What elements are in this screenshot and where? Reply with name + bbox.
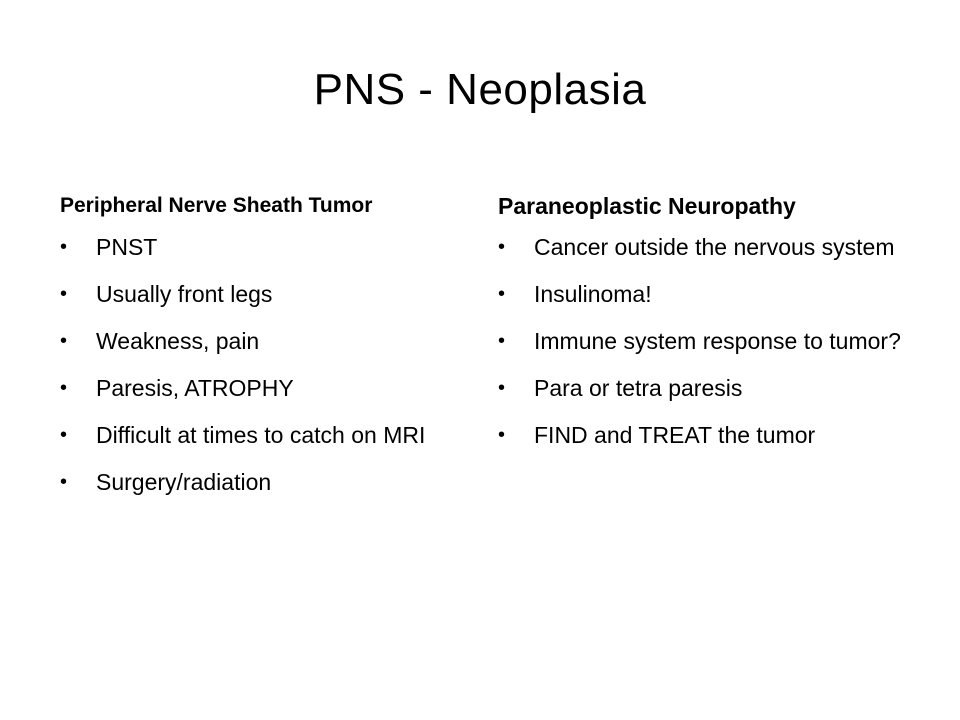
list-item-text: Para or tetra paresis <box>534 375 743 401</box>
list-item-text: Insulinoma! <box>534 281 652 307</box>
list-item-text: Weakness, pain <box>96 328 260 354</box>
list-item <box>498 420 918 450</box>
bullet-icon: • <box>498 283 506 305</box>
list-item-text: Immune system response to tumor? <box>534 328 901 354</box>
bullet-icon: • <box>60 283 68 305</box>
list-item <box>60 467 470 497</box>
list-item <box>498 373 918 403</box>
list-item <box>60 420 470 450</box>
bullet-icon: • <box>60 330 68 352</box>
left-column <box>60 188 470 514</box>
list-item-text: Surgery/radiation <box>96 469 272 495</box>
list-item <box>60 279 470 309</box>
list-item-text: Cancer outside the nervous system <box>534 234 895 260</box>
list-item <box>498 326 918 356</box>
bullet-icon: • <box>60 236 68 258</box>
slide-title: PNS - Neoplasia <box>313 65 647 114</box>
list-item-text: FIND and TREAT the tumor <box>534 422 816 448</box>
list-item <box>60 373 470 403</box>
right-column-heading: Paraneoplastic Neuropathy <box>498 193 796 219</box>
bullet-icon: • <box>60 377 68 399</box>
bullet-icon: • <box>60 471 68 493</box>
list-item <box>498 232 918 262</box>
bullet-icon: • <box>498 377 506 399</box>
left-column-heading: Peripheral Nerve Sheath Tumor <box>60 194 373 217</box>
list-item-text: Paresis, ATROPHY <box>96 375 294 401</box>
bullet-icon: • <box>498 424 506 446</box>
right-column <box>498 188 918 467</box>
bullet-icon: • <box>498 330 506 352</box>
list-item-text: Difficult at times to catch on MRI <box>96 422 426 448</box>
bullet-icon: • <box>60 424 68 446</box>
list-item-text: PNST <box>96 234 158 260</box>
list-item <box>60 232 470 262</box>
left-bullet-list <box>60 232 470 497</box>
list-item-text: Usually front legs <box>96 281 273 307</box>
list-item <box>60 326 470 356</box>
right-bullet-list <box>498 232 918 450</box>
list-item <box>498 279 918 309</box>
bullet-icon: • <box>498 236 506 258</box>
